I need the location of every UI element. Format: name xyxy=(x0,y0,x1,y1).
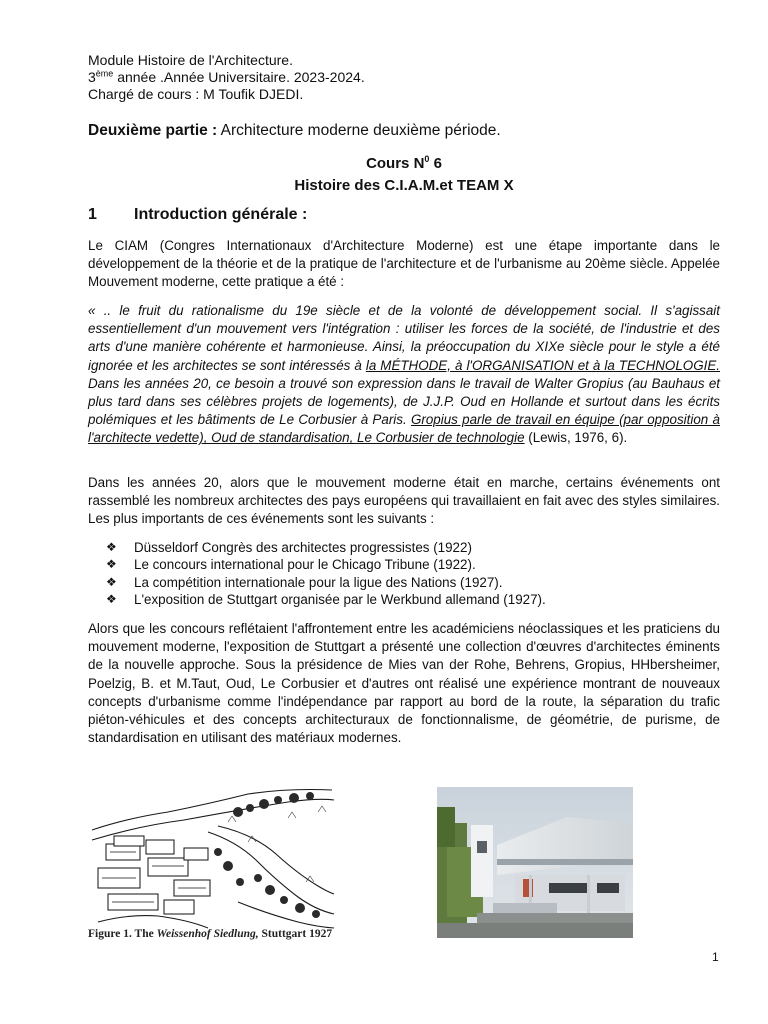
course-number: Cours $N^0$ 6 xyxy=(366,154,442,172)
events-list xyxy=(106,539,546,609)
diamond-bullet-icon: ❖ xyxy=(106,592,117,607)
quote-underline-gropius: Gropius parle de travail en équipe (par opposition à l'architecte vedette), Oud de standardisation, Le Corbusier de technologie xyxy=(88,412,720,446)
diamond-bullet-icon: ❖ xyxy=(106,557,117,572)
year-line: 3ème année .Année Universitaire. 2023-2024. xyxy=(88,68,365,85)
list-item: ❖ L'exposition de Stuttgart organisée par le Werkbund allemand (1927). xyxy=(106,592,546,608)
module-line: Module Histoire de l'Architecture. xyxy=(88,52,293,68)
quote-underline-method: la MÉTHODE, à l'ORGANISATION et à la TECHNOLOGIE. xyxy=(365,357,720,373)
lecturer-line: Chargé de cours : M Toufik DJEDI. xyxy=(88,86,304,102)
figure-caption: Figure 1. The Weissenhof Siedlung, Stuttgart 1927 xyxy=(88,928,333,940)
course-subtitle: Histoire des C.I.A.M.et TEAM X xyxy=(294,177,514,194)
paragraph-intro: Le CIAM (Congres Internationaux d'Architecture Moderne) est une étape importante dans le développement de la théorie et de la pratique de l'architecture et de l'urbanisme au 20ème siècle. Appelée Mouvement moderne, cette pratique a été : xyxy=(88,238,720,290)
document-header xyxy=(88,52,365,103)
list-item: ❖ Düsseldorf Congrès des architectes progressistes (1922) xyxy=(106,540,472,555)
paragraph-events: Dans les années 20, alors que le mouvement moderne était en marche, certains événements ont rassemblé les nombreux architectes des pays européens qui travaillaient en fait avec des styles similaires. Les plus importants de ces événements sont les suivants : xyxy=(88,475,720,527)
section-number: 1 xyxy=(88,206,97,223)
part-title: Deuxième partie : Architecture moderne deuxième période. xyxy=(88,122,501,139)
diamond-bullet-icon: ❖ xyxy=(106,540,117,554)
diamond-bullet-icon: ❖ xyxy=(106,574,117,589)
section-title: Introduction générale : xyxy=(134,206,308,223)
list-item: ❖ Le concours international pour le Chicago Tribune (1922). xyxy=(106,557,476,573)
section-heading xyxy=(88,206,307,224)
list-item: ❖ La compétition internationale pour la ligue des Nations (1927). xyxy=(106,574,503,590)
villa-photo-icon xyxy=(437,787,633,938)
weissenhof-sketch-icon xyxy=(88,782,336,932)
page-number: 1 xyxy=(712,950,719,964)
paragraph-stuttgart: Alors que les concours reflétaient l'affrontement entre les académiciens néoclassiques et les praticiens du mouvement moderne, l'exposition de Stuttgart a présenté une collection d'œuvres d'architectes éminents de la nouvelle approche. Sous la présidence de Mies van der Rohe, Behrens, Gropius, HHbersheimer, Poelzig, B. et M.Taut, Oud, Le Corbusier et d'autres ont réalisé une expérience montrant de nouveaux concepts d'urbanisme comme l'indépendance par rapport au bord de la route, la séparation du trafic piéton-véhicules et des concepts architecturaux de fonctionnalisme, de géométrie, de purisme, de standardisation en utilisant des matériaux modernes. xyxy=(88,621,720,746)
paragraph-quote: « .. le fruit du rationalisme du 19e siècle et de la volonté de développement social. Il s'agissait essentiellement d'un mouvement vers l'intégration : utiliser les forces de la société, de l'industrie et des arts d'une manière cohérente et harmonieuse. Ainsi, la préoccupation du XIXe siècle pour le style a été ignorée et les architectes se sont intéressés à la MÉTHODE, à l'ORGANISATION et à la TECHNOLOGIE. Dans les années 20, ce besoin a trouvé son expression dans le travail de Walter Gropius (au Bauhaus et plus tard dans ses célèbres projets de logements), de J.J.P. Oud en Hollande et surtout dans les écrits polémiques et les bâtiments de Le Corbusier à Paris. Gropius parle de travail en équipe (par opposition à l'architecte vedette), Oud de standardisation, Le Corbusier de technologie (Lewis, 1976, 6). xyxy=(88,303,720,446)
